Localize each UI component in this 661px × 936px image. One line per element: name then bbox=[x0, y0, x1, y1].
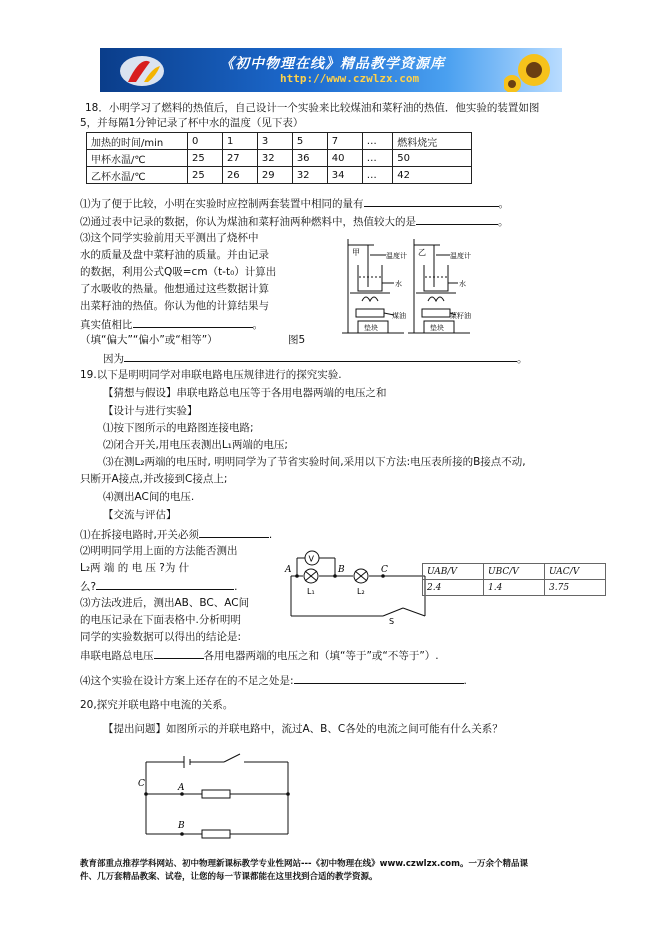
table-row: 2.4 1.4 3.75 bbox=[423, 580, 606, 596]
q19-eval3-1: ⑶方法改进后，测出AB、BC、AC间 bbox=[80, 597, 250, 609]
node-b-label: B bbox=[338, 565, 345, 575]
q18-part3-line4: 了水吸收的热量。他想通过这些数据计算 bbox=[80, 283, 269, 295]
voltmeter-label: V bbox=[308, 554, 314, 564]
sunflower-icon bbox=[504, 50, 562, 92]
q20-intro: 20,探究并联电路中电流的关系。 bbox=[80, 699, 234, 711]
q20-question: 【提出问题】如图所示的并联电路中，流过A、B、C各处的电流之间可能有什么关系？ bbox=[103, 723, 503, 735]
switch-label: S bbox=[389, 617, 395, 624]
lamp-l2-label: L₂ bbox=[357, 587, 365, 596]
q19-hypothesis: 【猜想与假设】串联电路总电压等于各用电器两端的电压之和 bbox=[103, 387, 387, 399]
q19-eval3-2: 的电压记录在下面表格中.分析明明 bbox=[80, 614, 241, 626]
logo-icon bbox=[114, 52, 174, 88]
q19-step2: ⑵闭合开关,用电压表测出L₁两端的电压; bbox=[103, 439, 288, 451]
answer-blank[interactable] bbox=[133, 316, 253, 328]
q18-part2: ⑵通过表中记录的数据，你认为煤油和菜籽油两种燃料中，热值较大的是 。 bbox=[80, 213, 509, 229]
q19-eval2-3: 么? . bbox=[80, 578, 237, 594]
table-row: 乙杯水温/℃ 25 26 29 32 34 … 42 bbox=[87, 167, 472, 184]
footer-line-1: 教育部重点推荐学科网站、初中物理新课标教学专业性网站---《初中物理在线》www.czwlzx.com。一万余个精品课 bbox=[80, 859, 528, 869]
q19-eval4: ⑷这个实验在设计方案上还存在的不足之处是: . bbox=[80, 672, 467, 688]
table-row: 加热的时间/min 0 1 3 5 7 … 燃料烧完 bbox=[87, 133, 472, 150]
q18-part3-line5: 出菜籽油的热值。你认为他的计算结果与 bbox=[80, 300, 269, 312]
answer-blank[interactable] bbox=[154, 647, 204, 659]
parallel-circuit-diagram bbox=[138, 748, 298, 840]
series-circuit-diagram bbox=[283, 546, 433, 624]
label-water: 水 bbox=[459, 280, 466, 288]
q19-eval-title: 【交流与评估】 bbox=[103, 509, 177, 521]
figure5-apparatus bbox=[342, 235, 472, 339]
q19-eval1: ⑴在拆接电路时,开关必须 . bbox=[80, 526, 272, 542]
q18-part3-line3: 的数据，利用公式Q吸=cm（t-t₀）计算出 bbox=[80, 266, 277, 278]
label-pad: 垫块 bbox=[364, 324, 378, 332]
label-pad: 垫块 bbox=[430, 324, 444, 332]
footer-line-2: 件、几万套精品教案、试卷，让您的每一节课都能在这里找到合适的教学资源。 bbox=[80, 872, 378, 882]
q18-part1: ⑴为了便于比较，小明在实验时应控制两套装置中相同的量有 。 bbox=[80, 195, 509, 211]
answer-blank[interactable] bbox=[416, 213, 498, 225]
label-thermometer: 温度计 bbox=[450, 252, 471, 260]
header-banner bbox=[100, 48, 562, 92]
q18-because: 因为 。 bbox=[103, 350, 528, 366]
answer-blank[interactable] bbox=[364, 195, 499, 207]
table-row: 甲杯水温/℃ 25 27 32 36 40 … 50 bbox=[87, 150, 472, 167]
figure-caption: 图5 bbox=[288, 334, 306, 346]
q19-eval2-2: L₂两 端 的 电 压 ?为 什 bbox=[80, 562, 190, 574]
q18-intro-2: 5，并每隔1分钟记录了杯中水的温度（见下表） bbox=[80, 117, 304, 129]
q18-temperature-table bbox=[86, 132, 472, 184]
q19-voltage-table bbox=[422, 563, 606, 596]
table-row: UAB/V UBC/V UAC/V bbox=[423, 564, 606, 580]
node-a-label: A bbox=[178, 783, 185, 793]
answer-blank[interactable] bbox=[199, 526, 269, 538]
node-b-label: B bbox=[178, 821, 185, 831]
label-thermometer: 温度计 bbox=[386, 252, 407, 260]
q19-eval3-4: 串联电路总电压 各用电器两端的电压之和（填“等于”或“不等于”）. bbox=[80, 647, 439, 663]
label-jia: 甲 bbox=[352, 248, 360, 257]
answer-blank[interactable] bbox=[294, 672, 464, 684]
lamp-l1-label: L₁ bbox=[307, 587, 315, 596]
q19-step3-1: ⑶在测L₂两端的电压时, 明明同学为了节省实验时间,采用以下方法:电压表所接的B接点不动, bbox=[103, 456, 526, 468]
node-c-label: C bbox=[138, 779, 145, 789]
q18-choices: （填“偏大”“偏小”或“相等”） bbox=[80, 334, 218, 346]
q18-part3-line2: 水的质量及盘中菜籽油的质量。并由记录 bbox=[80, 249, 269, 261]
q18-part3-line1: ⑶这个同学实验前用天平测出了烧杯中 bbox=[80, 232, 259, 244]
q18-intro-1: 18．小明学习了燃料的热值后，自己设计一个实验来比较煤油和菜籽油的热值．他实验的装置如图 bbox=[85, 102, 540, 114]
label-water: 水 bbox=[395, 280, 402, 288]
banner-url: http://www.czwlzx.com bbox=[280, 72, 420, 85]
label-kerosene: 煤油 bbox=[392, 312, 406, 320]
label-yi: 乙 bbox=[418, 248, 426, 257]
node-c-label: C bbox=[381, 565, 388, 575]
node-a-label: A bbox=[285, 565, 292, 575]
q19-intro: 19.以下是明明同学对串联电路电压规律进行的探究实验. bbox=[80, 369, 342, 381]
answer-blank[interactable] bbox=[124, 350, 517, 362]
q19-eval2-1: ⑵明明同学用上面的方法能否测出 bbox=[80, 545, 238, 557]
q19-step1: ⑴按下图所示的电路图连接电路; bbox=[103, 422, 254, 434]
banner-title: 《初中物理在线》精品教学资源库 bbox=[220, 56, 445, 72]
label-rapeseed-oil: 菜籽油 bbox=[450, 312, 471, 320]
answer-blank[interactable] bbox=[96, 578, 234, 590]
q19-design-title: 【设计与进行实验】 bbox=[103, 405, 198, 417]
q18-part3-line6: 真实值相比 。 bbox=[80, 316, 263, 332]
q19-step3-2: 只断开A接点,并改接到C接点上; bbox=[80, 473, 228, 485]
q19-eval3-3: 同学的实验数据可以得出的结论是: bbox=[80, 631, 242, 643]
q19-step4: ⑷测出AC间的电压. bbox=[103, 491, 195, 503]
